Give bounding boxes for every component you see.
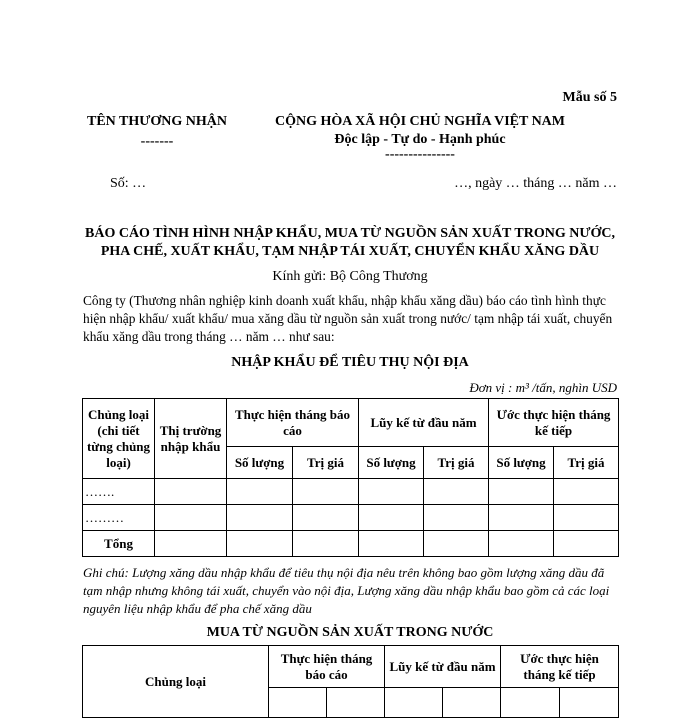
section-domestic-title: MUA TỪ NGUỒN SẢN XUẤT TRONG NƯỚC: [206, 625, 494, 640]
table-cell: [269, 688, 327, 718]
document-date: …, ngày … tháng … năm …: [454, 176, 617, 191]
table-row: [83, 505, 619, 531]
report-title-line-1: BÁO CÁO TÌNH HÌNH NHẬP KHẨU, MUA TỪ NGUỒN SẢN XUẤT TRONG NƯỚC,: [85, 226, 615, 241]
intro-paragraph: Công ty (Thương nhân nghiệp kinh doanh xuất khẩu, nhập khẩu xăng dầu) báo cáo tình hình thực hiện nhập khẩu/ xuất khẩu/ mua xăng dầu từ nguồn sản xuất trong nước/ tạm nhập tái xuất, chuyển khẩu xăng dầu trong tháng … năm … như sau:: [83, 293, 613, 344]
total-row: [83, 531, 619, 557]
section-import-title: NHẬP KHẨU ĐỂ TIÊU THỤ NỘI ĐỊA: [231, 355, 469, 370]
table-cell: [155, 531, 227, 557]
header-qty: Số lượng: [359, 447, 424, 479]
import-note: Ghi chú: Lượng xăng dầu nhập khẩu để tiêu thụ nội địa nêu trên không bao gồm lượng xăng dầu đã tạm nhập nhưng không tái xuất, chuyển vào nội địa, Lượng xăng dầu nhập khẩu bao gồm cả các loại nguyên liệu nhập khẩu để pha chế xăng dầu: [83, 565, 610, 616]
table-cell: [359, 505, 424, 531]
unit-label: Đơn vị : m³ /tấn, nghìn USD: [469, 380, 617, 395]
header-ytd: Lũy kế từ đầu năm: [385, 646, 501, 688]
header-value: Trị giá: [424, 447, 489, 479]
header-month: Thực hiện tháng báo cáo: [269, 646, 385, 688]
trader-name: TÊN THƯƠNG NHẬN: [86, 114, 227, 129]
table-cell: [560, 688, 619, 718]
table-cell: [227, 479, 293, 505]
table-cell: [359, 479, 424, 505]
total-label: Tổng: [83, 531, 155, 557]
domestic-table: [82, 645, 619, 718]
table-cell: [554, 479, 619, 505]
table-cell: [424, 505, 489, 531]
table-cell: [489, 479, 554, 505]
table-cell: [554, 505, 619, 531]
header-value: Trị giá: [554, 447, 619, 479]
country-name: CỘNG HÒA XÃ HỘI CHỦ NGHĨA VIỆT NAM: [274, 114, 565, 129]
header-value: Trị giá: [293, 447, 359, 479]
table-cell: [227, 531, 293, 557]
motto-divider: ---------------: [385, 147, 455, 162]
table-cell: [155, 479, 227, 505]
table-cell: [489, 505, 554, 531]
header-month: Thực hiện tháng báo cáo: [227, 399, 359, 447]
table-row: [83, 479, 619, 505]
table-cell: [359, 531, 424, 557]
national-header: [270, 114, 570, 160]
import-table: [82, 398, 619, 557]
table-cell: [489, 531, 554, 557]
table-cell: [443, 688, 501, 718]
table-cell: [293, 531, 359, 557]
table-cell: [293, 505, 359, 531]
table-cell: [227, 505, 293, 531]
addressee: Kính gửi: Bộ Công Thương: [272, 269, 428, 284]
trader-divider: -------: [140, 134, 174, 149]
header-qty: Số lượng: [489, 447, 554, 479]
header-category: Chủng loại: [83, 646, 269, 718]
header-qty: Số lượng: [227, 447, 293, 479]
header-category: Chủng loại (chi tiết từng chủng loại): [83, 399, 155, 479]
table-cell: [554, 531, 619, 557]
report-title: [70, 225, 630, 261]
table-cell: [385, 688, 443, 718]
header-next-month: Ước thực hiện tháng kế tiếp: [489, 399, 619, 447]
table-cell: [424, 479, 489, 505]
row-label: ………: [83, 505, 155, 531]
row-label: …….: [83, 479, 155, 505]
table-cell: [424, 531, 489, 557]
form-number: Mẫu số 5: [562, 90, 617, 105]
table-cell: [155, 505, 227, 531]
table-cell: [327, 688, 385, 718]
national-motto: Độc lập - Tự do - Hạnh phúc: [334, 132, 506, 147]
header-market: Thị trường nhập khẩu: [155, 399, 227, 479]
document-number: Số: …: [110, 176, 147, 191]
header-ytd: Lũy kế từ đầu năm: [359, 399, 489, 447]
trader-header: [82, 114, 232, 150]
header-next-month: Ước thực hiện tháng kế tiếp: [501, 646, 619, 688]
table-cell: [501, 688, 560, 718]
report-title-line-2: PHA CHẾ, XUẤT KHẨU, TẠM NHẬP TÁI XUẤT, CHUYỂN KHẨU XĂNG DẦU: [100, 244, 600, 259]
table-cell: [293, 479, 359, 505]
